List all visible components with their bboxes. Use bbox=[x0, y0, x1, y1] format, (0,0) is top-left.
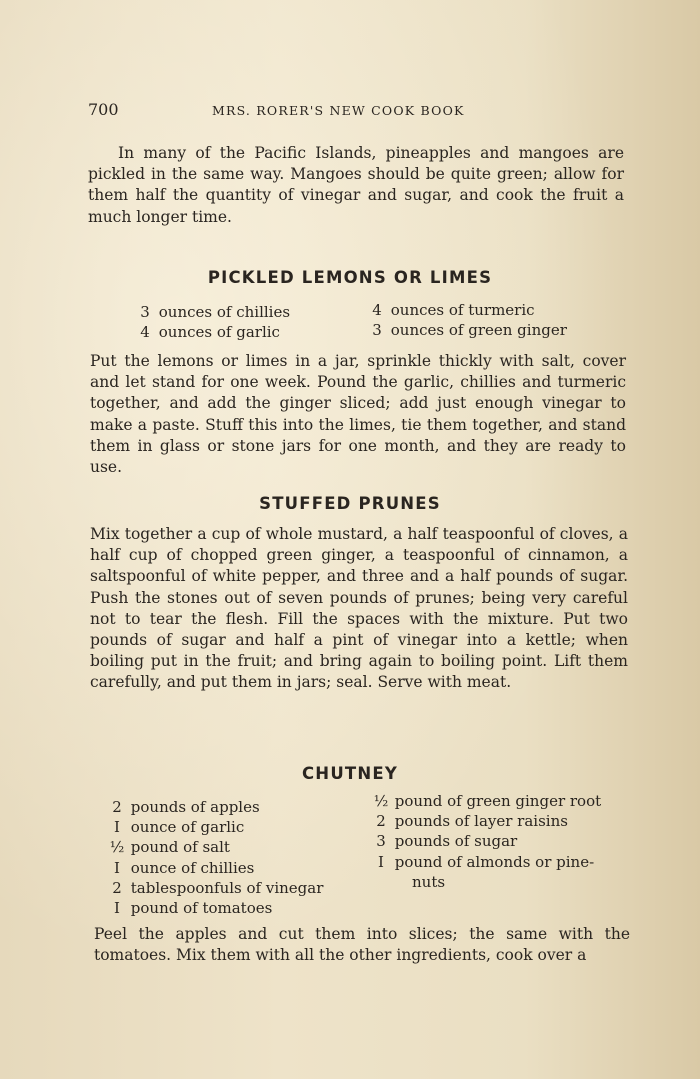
recipe-title-pickled-lemons: PICKLED LEMONS OR LIMES bbox=[207, 268, 493, 287]
ingredient-line: I ounce of chillies bbox=[114, 858, 255, 877]
ingredients-right-pickled-lemons bbox=[368, 300, 567, 340]
running-head: MRS. RORER'S NEW COOK BOOK bbox=[212, 103, 465, 118]
ingredient-line: ½ pound of green ginger root bbox=[373, 792, 602, 810]
ingredients-left-pickled-lemons bbox=[136, 302, 290, 342]
ingredient-line: 4 ounces of turmeric bbox=[372, 301, 535, 319]
ingredient-line: 3 pounds of sugar bbox=[376, 832, 518, 851]
ingredient-line: 2 pounds of apples bbox=[112, 798, 260, 816]
recipe-directions-pickled-lemons: Put the lemons or limes in a jar, sprinkle thickly with salt, cover and let stand for one week. Pound the garlic, chillies and turmeric together, and add the ginger sliced; add just enough vinegar to make a paste. Stuff this into the limes, tie them together, and stand them in glass or stone jars for one month, and they are ready to use. bbox=[90, 352, 626, 477]
ingredient-line: 4 ounces of garlic bbox=[140, 323, 280, 342]
ingredient-line-continued: nuts bbox=[412, 872, 446, 891]
ingredient-line: 3 ounces of green ginger bbox=[372, 321, 567, 340]
ingredient-line: I pound of almonds or pine- bbox=[378, 852, 595, 871]
recipe-directions-chutney: Peel the apples and cut them into slices; the same with the tomatoes. Mix them with all the other ingredients, cook over a bbox=[94, 925, 630, 965]
ingredients-right-chutney bbox=[372, 791, 601, 892]
recipe-title-stuffed-prunes: STUFFED PRUNES bbox=[259, 494, 441, 513]
intro-paragraph: In many of the Pacific Islands, pineapples and mangoes are pickled in the same way. Mangoes should be quite green; allow for them half the quantity of vinegar and sugar, and cook the fruit a much longer time. bbox=[88, 144, 624, 226]
page-number: 700 bbox=[88, 100, 119, 119]
page-header bbox=[88, 100, 628, 124]
ingredient-line: I pound of tomatoes bbox=[114, 899, 273, 918]
ingredient-line: I ounce of garlic bbox=[114, 818, 245, 837]
recipe-directions-stuffed-prunes: Mix together a cup of whole mustard, a half teaspoonful of cloves, a half cup of chopped green ginger, a teaspoonful of cinnamon, a saltspoonful of white pepper, and three and a half pounds of sugar. Push the stones out of seven pounds of prunes; being very careful not to tear the flesh. Fill the spaces with the mixture. Put two pounds of sugar and half a pint of vinegar into a kettle; when boiling put in the fruit; and bring again to boiling point. Lift them carefully, and put them in jars; seal. Serve with meat. bbox=[90, 525, 628, 692]
ingredient-line: ½ pound of salt bbox=[109, 838, 230, 857]
ingredient-line: 2 pounds of layer raisins bbox=[376, 812, 568, 831]
ingredients-left-chutney bbox=[108, 797, 323, 918]
recipe-title-chutney: CHUTNEY bbox=[302, 764, 398, 783]
ingredient-line: 3 ounces of chillies bbox=[140, 303, 291, 321]
ingredient-line: 2 tablespoonfuls of vinegar bbox=[112, 878, 324, 897]
